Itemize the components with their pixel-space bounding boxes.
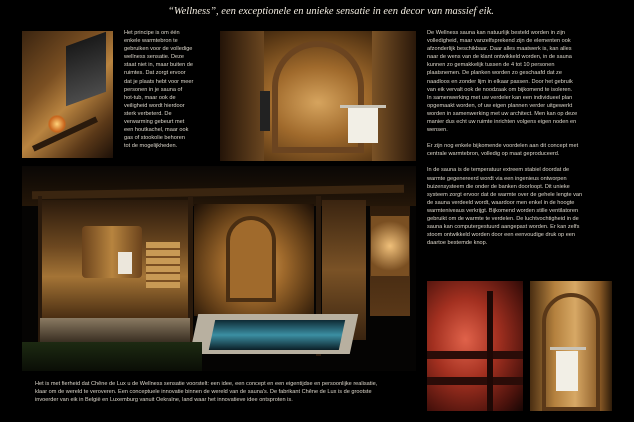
page-title: “Wellness”, een exceptionele en unieke sensatie in een decor van massief eik. <box>168 6 494 17</box>
text-line: manier dus echt uw ruimte inrichten volgens eigen noden en <box>427 119 577 126</box>
text-line: gebruiken voor de volledige <box>124 46 193 53</box>
text-line: tot de mogelijkheden. <box>124 143 178 150</box>
paragraph-1 <box>427 29 627 134</box>
text-line: plaatsnemen. De planken worden zo geschaafd dat ze <box>427 70 562 77</box>
text-line: verwarming gebeurt met <box>124 119 185 126</box>
description-column-text <box>427 29 627 247</box>
text-line: warmte gegenereerd wordt via een ingenieus ontworpen <box>427 175 567 182</box>
text-line: warmteniveaus verkrijgt. Bijkomend worden stille ventilatoren <box>427 207 579 214</box>
text-line: veiligheid wordt hierdoor <box>124 102 185 109</box>
text-line: sauna kan computergestuurd aangepast worden. Er kan zelfs <box>427 224 580 231</box>
text-line: de sauna verdeeld wordt, waardoor men enkel in de hoogte <box>427 199 575 206</box>
text-line: Er zijn nog enkele bijkomende voordelen aan dit concept met <box>427 143 579 150</box>
text-line: centrale warmtebron, volledig op maat geproduceerd. <box>427 151 560 158</box>
text-line: enkele warmtebron te <box>124 38 178 45</box>
text-line: opgemaakt worden, of uw eigen plannen verder uitgewerkt <box>427 102 573 109</box>
text-line: sterk verbeterd. De <box>124 110 172 117</box>
text-line: worden in samenwerking met uw architect. Men kan op deze <box>427 110 578 117</box>
text-line: een houtkachel, maar ook <box>124 127 189 134</box>
text-line: volledigheid, maar vanzelfsprekend zijn de elementen ook <box>427 38 571 45</box>
text-line: In de sauna is de temperatuur extreem stabiel doordat de <box>427 167 570 174</box>
text-line: buizensysteem die onder de banken doorloopt. Dit unieke <box>427 183 570 190</box>
text-line: staat niet in, maar buiten de <box>124 62 194 69</box>
photo-wellness-pavilion <box>22 166 416 371</box>
text-line: naar de wens van de klant ontwikkeld worden, in de sauna <box>427 54 572 61</box>
closing-text <box>35 380 425 404</box>
photo-sauna-interior <box>220 31 416 161</box>
intro-column-text <box>124 29 224 150</box>
text-line: systeem zorgt ervoor dat de warmte over de gehele lengte van <box>427 191 583 198</box>
text-line: wensen. <box>427 127 448 134</box>
text-line: afzonderlijk beschikbaar. Daar alles maatwerk is, kan alles <box>427 46 572 53</box>
text-line: Het principe is om één <box>124 30 180 36</box>
text-line: dat je plaats hebt voor meer <box>124 78 194 85</box>
text-line: stoom ontwikkeld worden door een eenvoudige druk op een <box>427 232 576 239</box>
text-line: gas of stookolie behoren <box>124 135 185 142</box>
text-line: hot-tub, maar ook de <box>124 94 176 101</box>
text-line: kunnen zo gemakkelijk tussen de 4 tot 10 personen <box>427 62 555 69</box>
text-line: De Wellness sauna kan natuurlijk besteld worden in zijn <box>427 30 565 36</box>
text-line: personen in je sauna of <box>124 86 183 93</box>
text-line: naadloos en zonder lijm in elkaar passen. Door het gebruik <box>427 78 573 85</box>
text-line: In samenwerking met uw verdeler kan een individueel plan <box>427 94 573 101</box>
photo-sauna-door <box>530 281 612 411</box>
text-line: ruimtes. Dat zorgt ervoor <box>124 70 186 77</box>
photo-sauna-red-light <box>427 281 523 411</box>
text-line: daartoe bestemde knop. <box>427 240 488 247</box>
text-line: invoerder van eik in België en Luxemburg vanuit Oekraïne, land waar het innovatieve idee ontsproten is. <box>35 397 293 404</box>
photo-stove-window <box>22 31 113 158</box>
text-line: wellness sensatie. Deze <box>124 54 185 61</box>
paragraph-3 <box>427 166 627 247</box>
text-line: klaar om de wereld te veroveren. Een conceptuele innovatie binnen de wereld van de sauna's. De fabrikant Chêne de Lux is de grootste <box>35 389 372 396</box>
paragraph-2 <box>427 142 627 158</box>
text-line: Het is met fierheid dat Chêne de Lux u de Wellness sensatie voorstelt: een idee, een concept en een eigentijdse en persoonlijke realisatie, <box>35 381 378 387</box>
text-line: van eik vervalt ook de noodzaak om bijkomend te isoleren. <box>427 86 573 93</box>
text-line: gebruikt om de warmte te verdelen. De luchtvochtigheid in de <box>427 215 579 222</box>
